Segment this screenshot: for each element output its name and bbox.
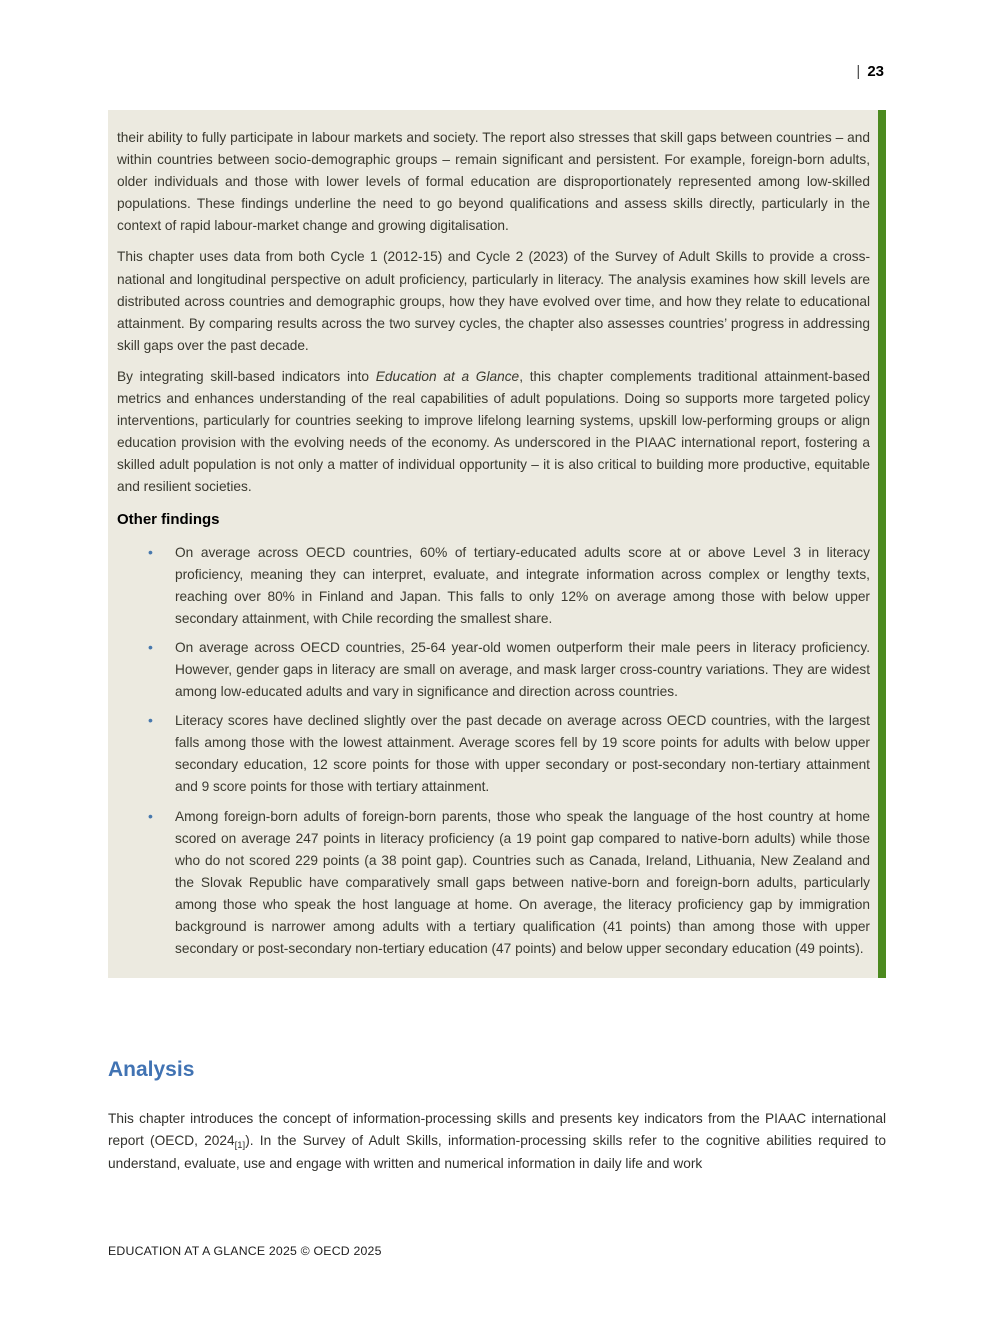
finding-text: On average across OECD countries, 60% of tertiary-educated adults score at or above Level 3 in literacy proficiency, meaning they can interpret, evaluate, and integrate information across complex or lengthy texts, reaching over 80% in Finland and Japan. This falls to only 12% on average among those with below upper secondary attainment, with Chile recording the smallest share. [175,544,870,626]
list-item [117,542,870,630]
italic-title-text: Education at a Glance [375,368,520,384]
paragraph-text: By integrating skill-based indicators into [117,368,376,384]
citation-subscript: [1] [234,1140,246,1152]
list-item [117,710,870,798]
finding-text: On average across OECD countries, 25-64 year-old women outperform their male peers in literacy proficiency. However, gender gaps in literacy are small on average, and mask larger cross-country variations. They are widest among low-educated adults and vary in significance and direction across countries. [175,639,870,700]
page-number-value: 23 [867,63,884,80]
page-number [856,63,884,80]
finding-text: Literacy scores have declined slightly over the past decade on average across OECD countries, with the largest falls among those with the lowest attainment. Average scores fell by 19 score points for adults with below upper secondary education, 12 score points for those with upper secondary or post-secondary non-tertiary attainment and 9 score points for those with tertiary attainment. [175,713,870,795]
other-findings-heading: Other findings [117,510,220,528]
page-footer: EDUCATION AT A GLANCE 2025 © OECD 2025 [108,1244,382,1258]
list-item [117,637,870,703]
page-number-separator: | [856,63,861,80]
analysis-paragraph [108,1108,886,1175]
list-item [117,806,870,961]
bullet-icon: • [148,638,153,655]
bullet-icon: • [148,712,153,729]
bullet-icon: • [148,807,153,824]
bullet-icon: • [148,543,153,560]
paragraph-text: This chapter introduces the concept of information-processing skills and presents key indicators from the PIAAC international report (OECD, 2024 [108,1111,886,1149]
paragraph-text: , this chapter complements traditional attainment-based metrics and enhances understanding of the real capabilities of adult populations. Doing so supports more targeted policy interventions, particularly for countries seeking to improve lifelong learning systems, upskill low-performing groups or align education provision with the evolving needs of the economy. As underscored in the PIAAC international report, fostering a skilled adult population is not only a matter of individual opportunity – it is also critical to building more productive, equitable and resilient societies. [117,368,871,495]
finding-text: Among foreign-born adults of foreign-born parents, those who speak the language of the host country at home scored on average 247 points in literacy proficiency (a 19 point gap compared to native-born adults) while those who do not scored 229 points (a 38 point gap). Countries such as Canada, Ireland, Lithuania, New Zealand and the Slovak Republic have comparatively small gaps between native-born and foreign-born adults, particularly among those who speak the host language at home. On average, the literacy proficiency gap by immigration background is narrower among adults with a tertiary qualification (41 points) than among those with upper secondary or post-secondary non-tertiary education (47 points) and below upper secondary education (49 points). [175,808,870,957]
findings-list [117,542,870,961]
summary-paragraph-3 [117,366,870,499]
summary-box [108,110,886,978]
paragraph-text: ). In the Survey of Adult Skills, information-processing skills refer to the cognitive abilities required to understand, evaluate, use and engage with written and numerical information in daily life and work [108,1133,886,1171]
analysis-heading: Analysis [108,1058,195,1081]
summary-paragraph-1: their ability to fully participate in labour markets and society. The report also stresses that skill gaps between countries – and within countries between socio-demographic groups – remain significant and persistent. For example, foreign-born adults, older individuals and those with lower levels of formal education are disproportionately represented among low-skilled populations. These findings underline the need to go beyond qualifications and assess skills directly, particularly in the context of rapid labour-market change and growing digitalisation. [117,130,870,234]
summary-paragraph-2: This chapter uses data from both Cycle 1 (2012-15) and Cycle 2 (2023) of the Survey of Adult Skills to provide a cross-national and longitudinal perspective on adult proficiency, particularly in literacy. The analysis examines how skill levels are distributed across countries and demographic groups, how they have evolved over time, and how they relate to educational attainment. By comparing results across the two survey cycles, the chapter also assesses countries’ progress in addressing skill gaps over the past decade. [117,249,870,353]
